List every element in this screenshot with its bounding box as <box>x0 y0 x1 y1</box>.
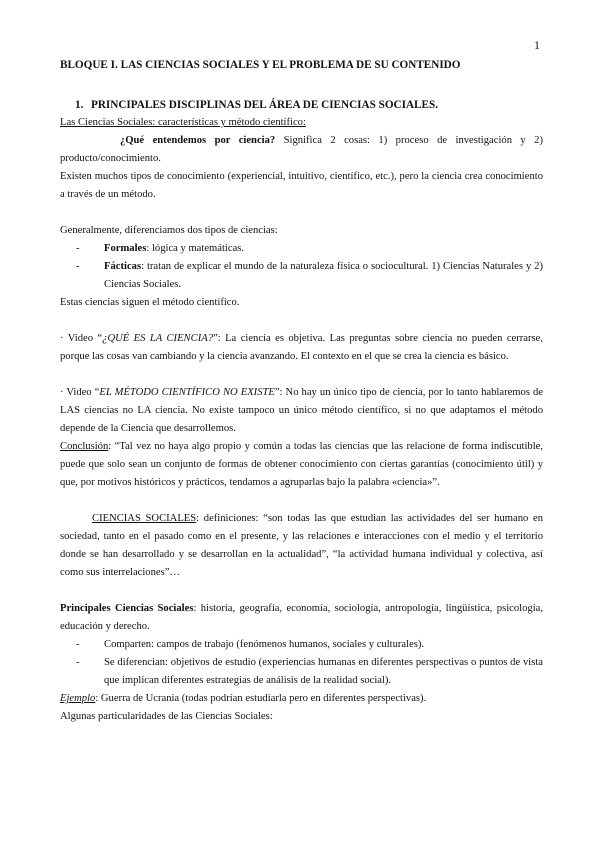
video1-title: ¿QUÉ ES LA CIENCIA? <box>102 333 213 344</box>
conclusion-label: Conclusión <box>60 441 109 452</box>
science-type-text: : lógica y matemáticas. <box>146 243 245 254</box>
science-types-list <box>60 240 543 294</box>
conclusion-text: : “Tal vez no haya algo propio y común a todas las ciencias que las relacione de forma indiscutible, puede que solo sean un conjunto de formas de obtener conocimiento con ciertas garantías (conocimiento útil) y que, por motivos históricos y prácticos, tendamos a agruparlas bajo la palabra «ciencia»”. <box>60 441 543 488</box>
method-line: Estas ciencias siguen el método científico. <box>60 297 240 308</box>
cs-definition-label: CIENCIAS SOCIALES <box>92 513 197 524</box>
example-paragraph <box>60 690 543 708</box>
question-bold: ¿Qué entendemos por ciencia? <box>120 135 276 146</box>
list-item: - Comparten: campos de trabajo (fenómenos humanos, sociales y culturales). <box>60 636 543 654</box>
video1-prefix: · Video “ <box>60 333 103 344</box>
cs-definition-paragraph <box>60 510 543 582</box>
list-item <box>60 240 543 258</box>
block-title: BLOQUE I. LAS CIENCIAS SOCIALES Y EL PROBLEMA DE SU CONTENIDO <box>60 59 461 71</box>
document-body <box>60 56 543 726</box>
example-label: Ejemplo <box>60 693 96 704</box>
question-paragraph <box>60 132 543 168</box>
science-type-term: Formales <box>104 243 147 254</box>
principal-label: Principales Ciencias Sociales <box>60 603 194 614</box>
conclusion-paragraph <box>60 438 543 492</box>
subsection-heading <box>60 114 543 132</box>
cs-definition-text: : definiciones: “son todas las que estudian las actividades del ser humano en sociedad, tanto en el pasado como en el presente, y las relaciones e interacciones con el medio y el territorio donde se han desarrollado y se desarrollan en la actualidad”, “la actividad humana individual y colectiva, así como sus interrelaciones”… <box>60 513 543 578</box>
types-paragraph: Existen muchos tipos de conocimiento (experiencial, intuitivo, científico, etc.), pero la ciencia crea conocimiento a través de un método. <box>60 171 543 200</box>
generally-paragraph: Generalmente, diferenciamos dos tipos de ciencias: <box>60 225 278 236</box>
page-number: 1 <box>534 38 540 52</box>
video2-text: ”: No hay un único tipo de ciencia, por lo tanto hablaremos de LAS ciencias no LA ciencia. No existe tampoco un único método científico, si no que adaptamos el método depende de la Ciencia que desarrollemos. <box>60 387 544 434</box>
section-title <box>75 96 543 114</box>
video2-prefix: · Video “ <box>60 387 100 398</box>
principal-text: : historia, geografía, economía, sociología, antropología, lingüística, psicología, educación y derecho. <box>60 603 543 632</box>
science-type-text: : tratan de explicar el mundo de la naturaleza física o sociocultural. 1) Ciencias Naturales y 2) Ciencias Sociales. <box>104 261 543 290</box>
section-title-text: PRINCIPALES DISCIPLINAS DEL ÁREA DE CIENCIAS SOCIALES. <box>91 99 439 111</box>
video1-text: ”: La ciencia es objetiva. Las preguntas sobre ciencia no pueden cerrarse, porque las cosas van cambiando y la ciencia avanzando. El contexto en el que se crea la ciencia es básico. <box>60 333 543 362</box>
last-line: Algunas particularidades de las Ciencias Sociales: <box>60 711 273 722</box>
science-type-term: Fácticas <box>104 261 142 272</box>
example-text: : Guerra de Ucrania (todas podrían estudiarla pero en diferentes perspectivas). <box>95 693 427 704</box>
question-text: Significa 2 cosas: 1) proceso de investigación y 2) producto/conocimiento. <box>60 135 543 164</box>
list-item: - Se diferencian: objetivos de estudio (experiencias humanas en diferentes perspectivas o puntos de vista que implican diferentes estrategias de análisis de la realidad social). <box>60 654 543 690</box>
subsection-heading-text: Las Ciencias Sociales: características y método científico: <box>60 117 306 128</box>
list-item <box>60 258 543 294</box>
principal-paragraph <box>60 600 543 636</box>
video1-paragraph <box>60 330 543 366</box>
section-number: 1. <box>75 99 84 111</box>
video2-paragraph <box>60 384 543 438</box>
video2-title: EL MÉTODO CIENTÍFICO NO EXISTE <box>99 387 275 398</box>
principal-list <box>60 636 543 690</box>
